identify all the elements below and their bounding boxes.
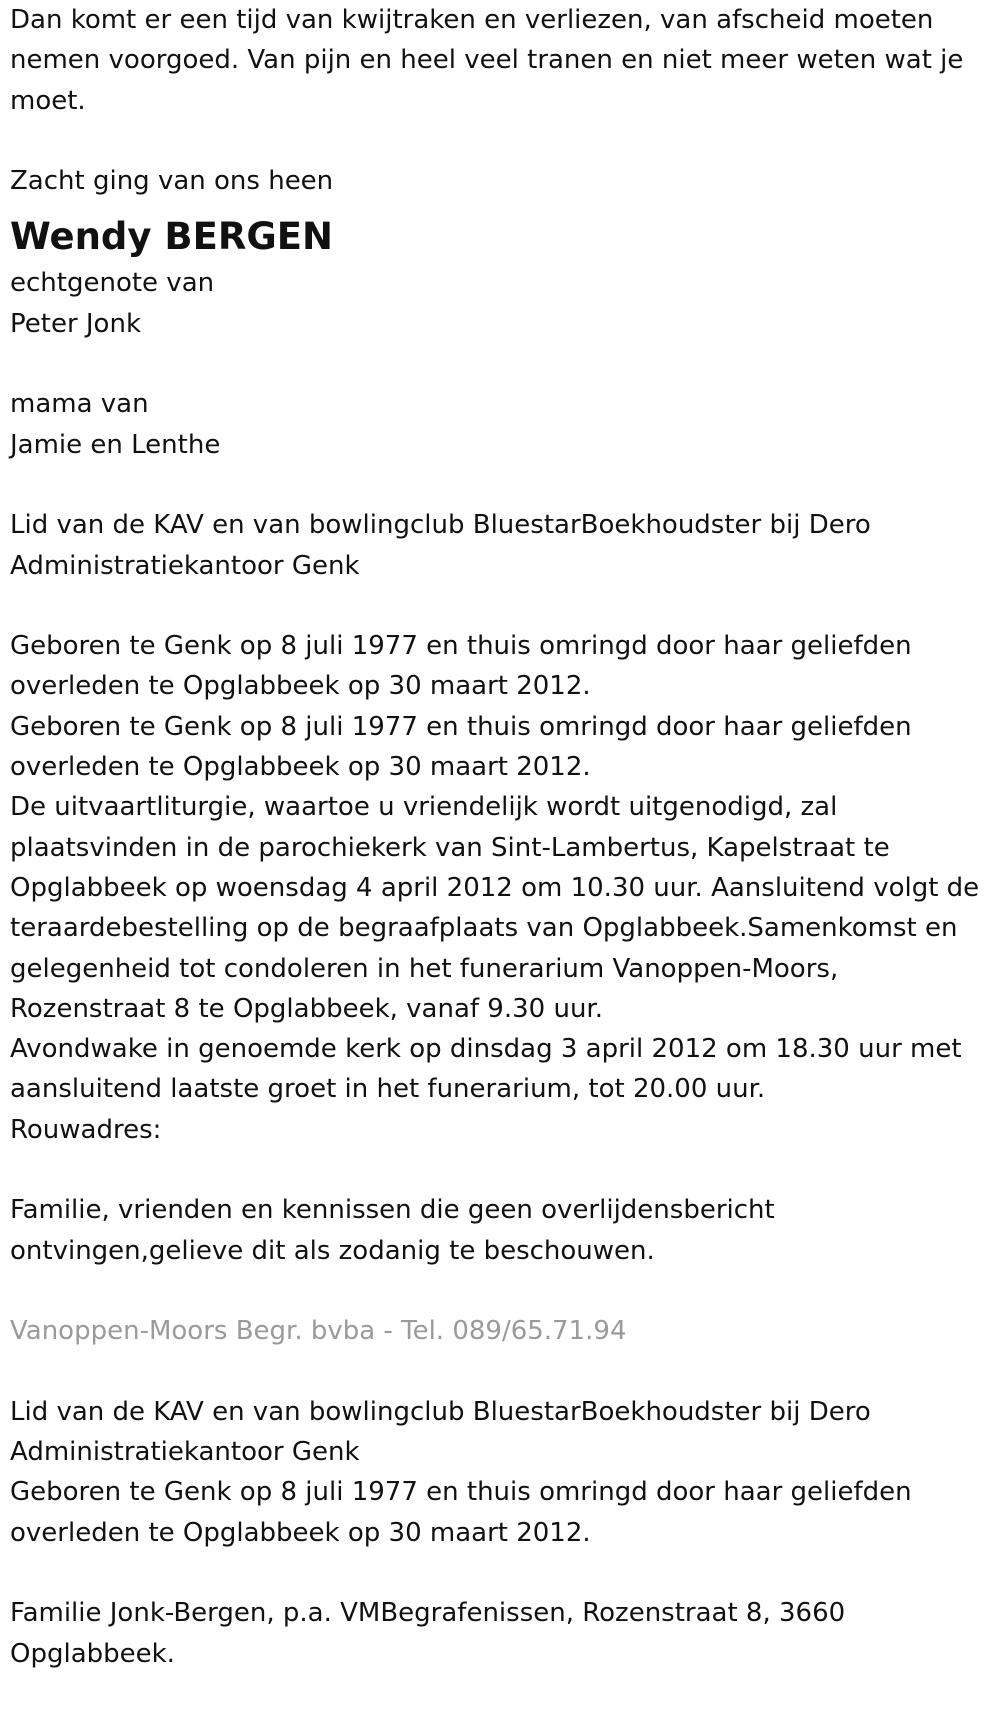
passed-away-line: Zacht ging van ons heen [10,166,334,197]
membership-text-repeat: Lid van de KAV en van bowlingclub BluestarBoekhoudster bij Dero Administratiekantoor Genk [10,1396,871,1468]
spacer [10,344,995,384]
children-label: mama van [10,389,149,420]
spacer [10,1271,995,1311]
spacer [10,1553,995,1593]
funeral-home-contact: Vanoppen-Moors Begr. bvba - Tel. 089/65.71.94 [10,1316,627,1347]
spacer [10,1352,995,1392]
obituary-text [10,0,995,1674]
birth-death-text: Geboren te Genk op 8 juli 1977 en thuis omringd door haar geliefden overleden te Opglabbeek op 30 maart 2012. [10,711,912,783]
family-address: Familie Jonk-Bergen, p.a. VMBegrafenissen, Rozenstraat 8, 3660 Opglabbeek. [10,1598,846,1669]
address-label: Rouwadres: [10,1114,162,1145]
spouse-name: Peter Jonk [10,308,142,339]
spacer [10,1150,995,1190]
spacer [10,586,995,626]
spacer [10,465,995,505]
deceased-name: Wendy BERGEN [10,215,333,259]
wake-details: Avondwake in genoemde kerk op dinsdag 3 april 2012 om 18.30 uur met aansluitend laatste groet in het funerarium, tot 20.00 uur. [10,1034,962,1105]
children-names: Jamie en Lenthe [10,429,221,460]
membership-text: Lid van de KAV en van bowlingclub BluestarBoekhoudster bij Dero Administratiekantoor Genk [10,510,871,581]
intro-poem: Dan komt er een tijd van kwijtraken en verliezen, van afscheid moeten nemen voorgoed. Van pijn en heel veel tranen en niet meer weten wat je moet. [10,5,964,116]
notice-text: Familie, vrienden en kennissen die geen overlijdensbericht ontvingen,gelieve dit als zodanig te beschouwen. [10,1195,775,1266]
birth-death-text: Geboren te Genk op 8 juli 1977 en thuis omringd door haar geliefden overleden te Opglabbeek op 30 maart 2012. [10,631,912,702]
spacer [10,121,995,161]
spouse-label: echtgenote van [10,268,215,299]
funeral-details: De uitvaartliturgie, waartoe u vriendelijk wordt uitgenodigd, zal plaatsvinden in de parochiekerk van Sint-Lambertus, Kapelstraat te Opglabbeek op woensdag 4 april 2012 om 10.30 uur. Aansluitend volgt de teraardebestelling op de begraafplaats van Opglabbeek.Samenkomst en gelegenheid tot condoleren in het funerarium Vanoppen-Moors, Rozenstraat 8 te Opglabbeek, vanaf 9.30 uur. [10,792,980,1024]
birth-death-text-repeat: Geboren te Genk op 8 juli 1977 en thuis omringd door haar geliefden overleden te Opglabbeek op 30 maart 2012. [10,1477,912,1548]
